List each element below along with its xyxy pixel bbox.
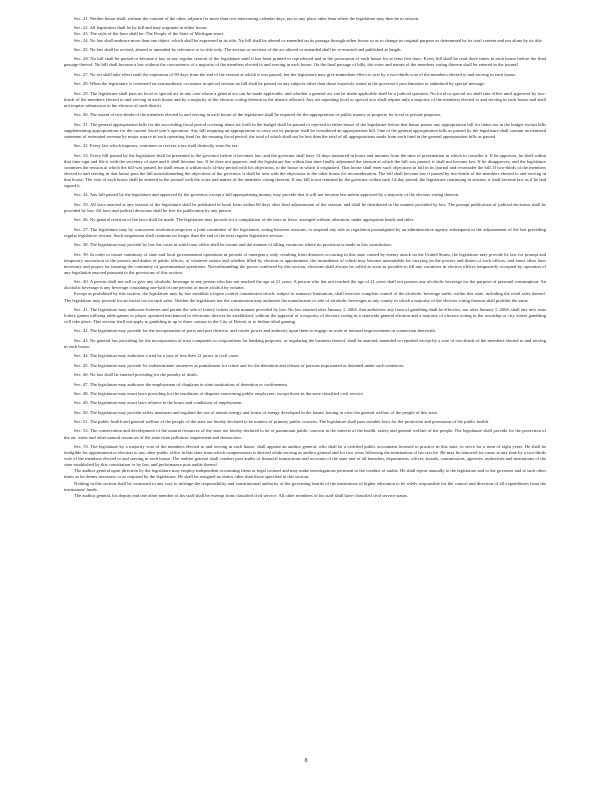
section-30: Sec. 30. The assent of two-thirds of the members elected to and serving in each house of the legislature shall be required for the appropriation of public money or property for local or private purposes.	[74, 112, 442, 118]
section-53: Sec. 53. The legislature by a majority vote of the members elected to and serving in each house, shall appoint an auditor general, who shall be a certified public accountant licensed to practice in this state, to serve for a term of eight years. He shall be ineligible for appointment or election to any other public office in this state from which compensation is derived while serving as auditor general and for two years following the termination of his service. He may be removed for cause at any time by a two-thirds vote of the members elected to and serving in each house. The auditor general shall conduct post audits of financial transactions and accounts of the state and of all branches, departments, offices, boards, commissions, agencies, authorities and institutions of the state established by this constitution or by law, and performance post audits thereof.	[64, 443, 546, 468]
section-52: Sec. 52. The conservation and development of the natural resources of the state are hereby declared to be of paramount public concern in the interest of the health, safety and general welfare of the people. The legislature shall provide for the protection of the air, water and other natural resources of the state from pollution, impairment and destruction.	[64, 428, 546, 440]
section-33: Sec. 33. Every bill passed by the legislature shall be presented to the governor before it becomes law, and the governor shall have 14 days measured in hours and minutes from the time of presentation in which to consider it. If he approves, he shall within that time sign and file it with the secretary of state and it shall become law. If he does not approve, and the legislature has within that time finally adjourned the session at which the bill was passed, it shall not become law. If he disapproves, and the legislature continues the session at which the bill was passed, he shall return it within such 14-day period with his objections, to the house in which it originated. That house shall enter such objections in full in its journal and reconsider the bill. If two-thirds of the members elected to and serving in that house pass the bill notwithstanding the objections of the governor, it shall be sent with the objections to the other house for reconsideration. The bill shall become law if passed by two-thirds of the members elected to and serving in that house. The vote of each house shall be entered in the journal with the votes and names of the members voting thereon. If any bill is not returned by the governor within such 14-day period, the legislature continuing in session, it shall become law as if he had signed it.	[64, 152, 546, 189]
section-49: Sec. 49. The legislature may enact laws relative to the hours and conditions of employment.	[74, 400, 243, 406]
section-25: Sec. 25. No law shall be revised, altered or amended by reference to its title only. The section or sections of the act altered or amended shall be re-enacted and published at length.	[74, 46, 402, 52]
section-34: Sec. 34. Any bill passed by the legislature and approved by the governor, except a bill appropriating money, may provide that it will not become law unless approved by a majority of the electors voting thereon.	[74, 192, 460, 198]
section-22: Sec. 22. All legislation shall be by bill and may originate in either house.	[74, 25, 208, 31]
section-38: Sec. 38. The legislature may provide by law the cases in which any office shall be vacant and the manner of filling vacancies where no provision is made in this constitution.	[74, 242, 392, 248]
section-36: Sec. 36. No general revision of the laws shall be made. The legislature may provide for a compilation of the laws in force, arranged without alteration, under appropriate heads and titles.	[74, 217, 415, 223]
section-24: Sec. 24. No law shall embrace more than one object, which shall be expressed in its title. No bill shall be altered or amended on its passage through either house so as to change its original purpose as determined by its total content and not alone by its title.	[74, 37, 543, 43]
section-46: Sec. 46. No law shall be enacted providing for the penalty of death.	[74, 372, 198, 378]
section-47: Sec. 47. The legislature may authorize the employment of chaplains in state institutions of detention or confinement.	[74, 381, 289, 387]
section-40-paragraph-2: Except as prohibited by this section, the legislature may by law establish a liquor control commission which, subject to statutory limitations, shall exercise complete control of the alcoholic beverage traffic within this state, including the retail sales thereof. The legislature may provide for an excise tax on such sales. Neither the legislature nor the commission may authorize the manufacture or sale of alcoholic beverages in any county in which a majority of the electors voting thereon shall prohibit the same.	[64, 291, 546, 303]
section-51: Sec. 51. The public health and general welfare of the people of the state are hereby declared to be matters of primary public concern. The legislature shall pass suitable laws for the protection and promotion of the public health.	[74, 419, 490, 425]
page-number: 8	[304, 758, 308, 764]
section-31: Sec. 31. The general appropriation bills for the succeeding fiscal period covering items set forth in the budget shall be passed or rejected in either house of the legislature before that house passes any appropriation bill for items not in the budget except bills supplementing appropriations for the current fiscal year's operation. Any bill requiring an appropriation to carry out its purpose shall be considered an appropriation bill. One of the general appropriation bills as passed by the legislature shall contain an itemized statement of estimated revenue by major source in each operating fund for the ensuing fiscal period, the total of which shall not be less than the total of all appropriations made from each fund in the general appropriation bills as passed.	[64, 121, 546, 139]
section-48: Sec. 48. The legislature may enact laws providing for the resolution of disputes concerning public employees, except those in the state classified civil service.	[74, 390, 364, 396]
section-41: Sec. 41. The legislature may authorize lotteries and permit the sale of lottery tickets in the manner provided by law. No law enacted after January 1, 2004, that authorizes any form of gambling shall be effective, nor after January 1, 2004, shall any new state lottery games utilizing table games or player operated mechanical or electronic devices be established, without the approval of a majority of electors voting in a statewide general election and a majority of electors voting in the township or city where gambling will take place. This section shall not apply to gambling in up to three casinos in the City of Detroit or to Indian tribal gaming.	[64, 306, 546, 325]
section-21: Sec. 21. Neither house shall, without the consent of the other, adjourn for more than two intervening calendar days, nor to any place other than where the legislature may then be in session.	[74, 16, 420, 21]
section-40: Sec. 40. A person shall not sell or give any alcoholic beverage to any person who has not reached the age of 21 years. A person who has not reached the age of 21 years shall not possess any alcoholic beverage for the purpose of personal consumption. An alcoholic beverage is any beverage containing one-half of one percent or more alcohol by volume.	[64, 279, 546, 291]
section-27: Sec. 27. No act shall take effect until the expiration of 90 days from the end of the session at which it was passed, but the legislature may give immediate effect to acts by a two-thirds vote of the members elected to and serving in each house.	[74, 71, 517, 77]
section-43: Sec. 43. No general law providing for the incorporation of trust companies or corporations for banking purposes, or regulating the business thereof, shall be enacted, amended or repealed except by a vote of two-thirds of the members elected to and serving in each house.	[64, 337, 546, 349]
section-53-paragraph-2: The auditor general upon direction by the legislature may employ independent accounting firms or legal counsel and may make investigations pertinent to the conduct of audits. He shall report annually to the legislature and to the governor and at such other times as he deems necessary or as required by the legislature. He shall be assigned no duties other than those specified in this section.	[64, 468, 546, 480]
section-37: Sec. 37. The legislature may by concurrent resolution empower a joint committee of the legislature, acting between sessions, to suspend any rule or regulation promulgated by an administrative agency subsequent to the adjournment of the last preceding regular legislative session. Such suspension shall continue no longer than the end of the next regular legislative session.	[64, 226, 546, 238]
section-32: Sec. 32. Every law which imposes, continues or revives a tax shall distinctly state the tax.	[74, 143, 239, 149]
section-53-paragraph-4: The auditor general, his deputy and one other member of his staff shall be exempt from classified civil service. All other members of his staff shall have classified civil service status.	[74, 492, 408, 498]
section-26: Sec. 26. No bill shall be passed or become a law at any regular session of the legislature until it has been printed or reproduced and in the possession of each house for at least five days. Every bill shall be read three times in each house before the final passage thereof. No bill shall become a law without the concurrence of a majority of the members elected to and serving in each house. On the final passage of bills, the votes and names of the members voting thereon shall be entered in the journal.	[64, 56, 546, 68]
section-45: Sec. 45. The legislature may provide for indeterminate sentences as punishment for crime and for the detention and release of persons imprisoned or detained under such sentences.	[74, 362, 405, 368]
section-28: Sec. 28. When the legislature is convened on extraordinary occasions in special session no bill shall be passed on any subjects other than those expressly stated in the governor's proclamation or submitted by special message.	[74, 81, 486, 87]
section-35: Sec. 35. All laws enacted at any session of the legislature shall be published in book form within 60 days after final adjournment of the session, and shall be distributed in the manner provided by law. The prompt publication of judicial decisions shall be provided by law. All laws and judicial decisions shall be free for publication by any person.	[64, 201, 546, 213]
section-44: Sec. 44. The legislature may authorize a trial by a jury of less than 12 jurors in civil cases.	[74, 353, 240, 359]
section-29: Sec. 29. The legislature shall pass no local or special act in any case where a general act can be made applicable, and whether a general act can be made applicable shall be a judicial question. No local or special act shall take effect until approved by two-thirds of the members elected to and serving in each house and by a majority of the electors voting thereon in the district affected. Any act repealing local or special acts shall require only a majority of the members elected to and serving in each house and shall not require submission to the electors of such district.	[64, 90, 546, 108]
section-39: Sec. 39. In order to insure continuity of state and local governmental operations in periods of emergency only, resulting from disasters occurring in this state caused by enemy attack on the United States, the legislature may provide by law for prompt and temporary succession to the powers and duties of public offices, of whatever nature and whether filled by election or appointment, the incumbents of which may become unavailable for carrying on the powers and duties of such offices; and enact other laws necessary and proper for insuring the continuity of governmental operations. Notwithstanding the power conferred by this section, elections shall always be called as soon as possible to fill any vacancies in elective offices temporarily occupied by operation of any legislation enacted pursuant to the provisions of this section.	[64, 251, 546, 275]
section-23: Sec. 23. The style of the laws shall be: The People of the State of Michigan enact.	[74, 31, 225, 37]
section-42: Sec. 42. The legislature may provide for the incorporation of ports and port districts, and confer power and authority upon them to engage in work of internal improvements in connection therewith.	[74, 328, 436, 334]
section-53-paragraph-3: Nothing in this section shall be construed in any way to infringe the responsibility and constitutional authority of the governing boards of the institutions of higher education to be solely responsible for the control and direction of all expenditures from the institutions' funds.	[64, 480, 546, 492]
section-50: Sec. 50. The legislature may provide safety measures and regulate the use of atomic energy and forms of energy developed in the future, having in view the general welfare of the people of this state.	[74, 409, 439, 415]
